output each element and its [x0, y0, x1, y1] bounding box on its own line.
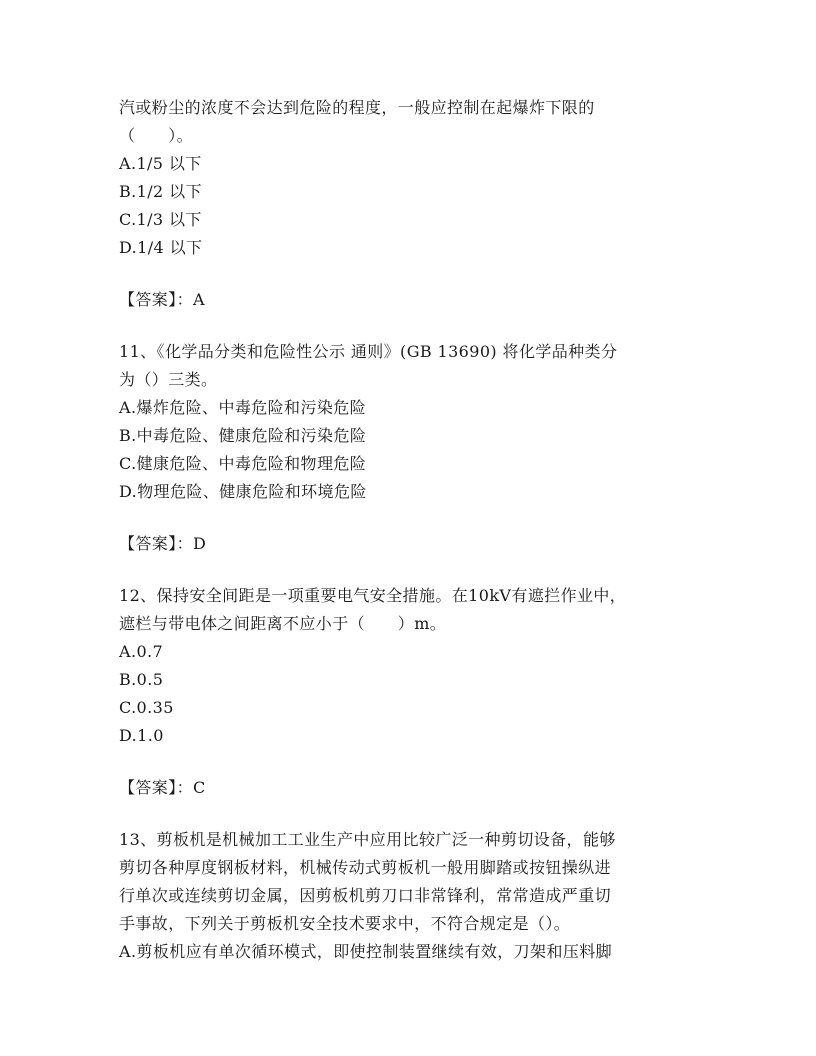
question-13 [119, 826, 709, 966]
option-a: A.0.7 [119, 642, 164, 661]
question-10-continuation [119, 94, 709, 338]
option-d: D.1/4 以下 [119, 238, 203, 257]
option-c: C.1/3 以下 [119, 210, 202, 229]
question-text-line: 遮栏与带电体之间距离不应小于（ ）m。 [119, 614, 447, 633]
option-a: A.1/5 以下 [119, 154, 202, 173]
answer-line: 【答案】：A [119, 290, 205, 309]
question-text-line: 汽或粉尘的浓度不会达到危险的程度，一般应控制在起爆炸下限的 [119, 98, 595, 117]
option-d: D.1.0 [119, 726, 164, 745]
option-b: B.1/2 以下 [119, 182, 202, 201]
option-c: C.0.35 [119, 698, 174, 717]
question-text-line: 13、剪板机是机械加工工业生产中应用比较广泛一种剪切设备，能够 [119, 830, 616, 849]
question-12 [119, 582, 709, 826]
option-a: A.剪板机应有单次循环模式，即使控制装置继续有效，刀架和压料脚 [119, 942, 613, 961]
question-11 [119, 338, 709, 582]
question-text-line: 为（）三类。 [119, 370, 218, 389]
question-text-line: 12、保持安全间距是一项重要电气安全措施。在10kV有遮拦作业中， [119, 586, 627, 605]
option-c: C.健康危险、中毒危险和物理危险 [119, 454, 367, 473]
answer-line: 【答案】：C [119, 778, 206, 797]
option-b: B.0.5 [119, 670, 164, 689]
option-a: A.爆炸危险、中毒危险和污染危险 [119, 398, 367, 417]
question-text-line: 11、《化学品分类和危险性公示 通则》(GB 13690) 将化学品种类分 [119, 342, 618, 361]
document-content [119, 94, 709, 966]
question-text-line: 行单次或连续剪切金属，因剪板机剪刀口非常锋利，常常造成严重切 [119, 886, 612, 905]
question-text-line: 手事故，下列关于剪板机安全技术要求中，不符合规定是（）。 [119, 914, 571, 933]
option-d: D.物理危险、健康危险和环境危险 [119, 482, 367, 501]
answer-line: 【答案】：D [119, 534, 207, 553]
option-b: B.中毒危险、健康危险和污染危险 [119, 426, 367, 445]
question-text-line: 剪切各种厚度钢板材料，机械传动式剪板机一般用脚踏或按钮操纵进 [119, 858, 612, 877]
question-text-line: （ ）。 [119, 126, 194, 145]
